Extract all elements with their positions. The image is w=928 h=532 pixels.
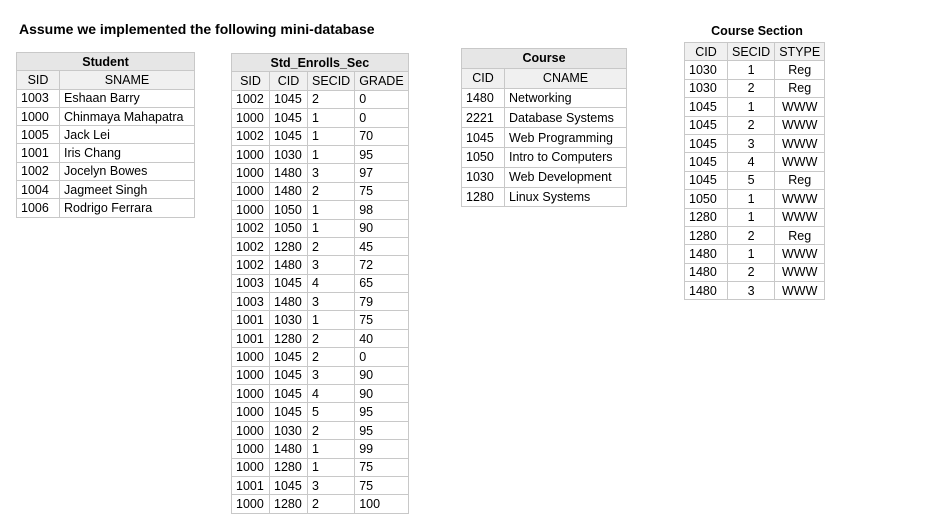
table-row [17, 181, 195, 199]
sname-cell: Iris Chang [60, 144, 195, 162]
stype-cell: WWW [775, 116, 825, 134]
secid-cell: 4 [728, 153, 775, 171]
table-row [17, 199, 195, 217]
sname-cell: Jack Lei [60, 126, 195, 144]
table-row [232, 348, 409, 366]
cid-cell: 1480 [270, 164, 308, 182]
stype-cell: WWW [775, 153, 825, 171]
cid-cell: 1480 [685, 263, 728, 281]
stype-cell: WWW [775, 263, 825, 281]
secid-cell: 3 [308, 164, 355, 182]
secid-cell: 1 [308, 219, 355, 237]
table-row [232, 311, 409, 329]
column-header: CID [462, 68, 505, 88]
cid-cell: 2221 [462, 108, 505, 128]
cid-cell: 1030 [462, 167, 505, 187]
secid-cell: 2 [308, 348, 355, 366]
grade-cell: 0 [355, 348, 408, 366]
stype-cell: WWW [775, 98, 825, 116]
table-row [232, 421, 409, 439]
secid-cell: 3 [728, 282, 775, 300]
enrolls-table [231, 53, 409, 514]
table-row [232, 182, 409, 200]
cid-cell: 1280 [462, 187, 505, 207]
grade-cell: 95 [355, 403, 408, 421]
enrolls-header-row [232, 72, 409, 90]
cid-cell: 1030 [685, 79, 728, 97]
course-table [461, 48, 627, 207]
secid-cell: 1 [308, 201, 355, 219]
table-row [685, 263, 825, 281]
section-table-title: Course Section [711, 24, 803, 38]
cid-cell: 1045 [270, 348, 308, 366]
cid-cell: 1030 [685, 61, 728, 79]
secid-cell: 1 [308, 458, 355, 476]
column-header: GRADE [355, 72, 408, 90]
secid-cell: 2 [308, 90, 355, 108]
sid-cell: 1002 [232, 237, 270, 255]
secid-cell: 2 [308, 182, 355, 200]
secid-cell: 2 [308, 495, 355, 513]
cid-cell: 1280 [270, 237, 308, 255]
column-header: SECID [728, 43, 775, 61]
table-row [17, 126, 195, 144]
cid-cell: 1045 [270, 385, 308, 403]
course-table-title: Course [462, 49, 627, 69]
sid-cell: 1000 [232, 366, 270, 384]
grade-cell: 72 [355, 256, 408, 274]
cid-cell: 1045 [270, 476, 308, 494]
table-row [685, 61, 825, 79]
secid-cell: 2 [728, 116, 775, 134]
cid-cell: 1045 [685, 98, 728, 116]
table-row [685, 98, 825, 116]
table-row [17, 162, 195, 180]
sname-cell: Eshaan Barry [60, 89, 195, 107]
cname-cell: Web Programming [505, 128, 627, 148]
cid-cell: 1045 [270, 274, 308, 292]
stype-cell: Reg [775, 226, 825, 244]
secid-cell: 1 [308, 311, 355, 329]
student-header-row [17, 71, 195, 89]
student-table [16, 52, 195, 218]
stype-cell: WWW [775, 245, 825, 263]
cid-cell: 1480 [270, 440, 308, 458]
table-row [232, 201, 409, 219]
grade-cell: 75 [355, 311, 408, 329]
cid-cell: 1045 [685, 116, 728, 134]
section-header-row [685, 43, 825, 61]
grade-cell: 70 [355, 127, 408, 145]
sid-cell: 1000 [232, 421, 270, 439]
sid-cell: 1000 [232, 440, 270, 458]
sid-cell: 1001 [17, 144, 60, 162]
grade-cell: 90 [355, 385, 408, 403]
cid-cell: 1030 [270, 311, 308, 329]
table-row [232, 329, 409, 347]
table-row [685, 208, 825, 226]
cid-cell: 1045 [270, 127, 308, 145]
table-row [685, 226, 825, 244]
grade-cell: 97 [355, 164, 408, 182]
cid-cell: 1050 [270, 219, 308, 237]
cid-cell: 1045 [685, 134, 728, 152]
secid-cell: 1 [308, 440, 355, 458]
secid-cell: 2 [728, 79, 775, 97]
secid-cell: 1 [728, 190, 775, 208]
cid-cell: 1045 [270, 90, 308, 108]
grade-cell: 90 [355, 219, 408, 237]
secid-cell: 2 [308, 237, 355, 255]
sid-cell: 1000 [232, 164, 270, 182]
secid-cell: 1 [728, 61, 775, 79]
table-row [17, 144, 195, 162]
sid-cell: 1000 [232, 201, 270, 219]
table-row [232, 293, 409, 311]
cid-cell: 1045 [685, 153, 728, 171]
column-header: CID [270, 72, 308, 90]
stype-cell: Reg [775, 171, 825, 189]
sid-cell: 1000 [17, 107, 60, 125]
secid-cell: 3 [308, 366, 355, 384]
stype-cell: WWW [775, 282, 825, 300]
table-row [232, 458, 409, 476]
secid-cell: 3 [308, 256, 355, 274]
table-row [685, 79, 825, 97]
cid-cell: 1480 [270, 293, 308, 311]
cid-cell: 1030 [270, 421, 308, 439]
sname-cell: Rodrigo Ferrara [60, 199, 195, 217]
column-header: CNAME [505, 68, 627, 88]
grade-cell: 0 [355, 109, 408, 127]
sid-cell: 1001 [232, 476, 270, 494]
secid-cell: 2 [728, 263, 775, 281]
grade-cell: 95 [355, 145, 408, 163]
cid-cell: 1030 [270, 145, 308, 163]
secid-cell: 1 [728, 208, 775, 226]
sid-cell: 1000 [232, 385, 270, 403]
table-row [17, 107, 195, 125]
grade-cell: 75 [355, 458, 408, 476]
table-row [232, 274, 409, 292]
cid-cell: 1280 [270, 458, 308, 476]
grade-cell: 75 [355, 182, 408, 200]
table-row [685, 190, 825, 208]
table-row [462, 108, 627, 128]
sid-cell: 1002 [232, 256, 270, 274]
cid-cell: 1480 [462, 88, 505, 108]
secid-cell: 1 [728, 98, 775, 116]
table-row [232, 127, 409, 145]
secid-cell: 3 [728, 134, 775, 152]
table-row [462, 147, 627, 167]
table-row [685, 116, 825, 134]
cname-cell: Networking [505, 88, 627, 108]
secid-cell: 1 [308, 127, 355, 145]
stype-cell: WWW [775, 208, 825, 226]
stype-cell: Reg [775, 79, 825, 97]
cid-cell: 1045 [685, 171, 728, 189]
table-row [462, 88, 627, 108]
column-header: SECID [308, 72, 355, 90]
table-row [232, 219, 409, 237]
sid-cell: 1006 [17, 199, 60, 217]
secid-cell: 1 [728, 245, 775, 263]
column-header: CID [685, 43, 728, 61]
sid-cell: 1001 [232, 329, 270, 347]
cname-cell: Web Development [505, 167, 627, 187]
grade-cell: 0 [355, 90, 408, 108]
table-row [232, 237, 409, 255]
sid-cell: 1002 [232, 219, 270, 237]
grade-cell: 90 [355, 366, 408, 384]
sname-cell: Chinmaya Mahapatra [60, 107, 195, 125]
table-row [232, 495, 409, 513]
sid-cell: 1002 [232, 127, 270, 145]
cid-cell: 1280 [685, 208, 728, 226]
cid-cell: 1280 [270, 329, 308, 347]
grade-cell: 79 [355, 293, 408, 311]
table-row [462, 167, 627, 187]
sid-cell: 1003 [232, 293, 270, 311]
table-row [462, 187, 627, 207]
sid-cell: 1000 [232, 403, 270, 421]
secid-cell: 5 [728, 171, 775, 189]
grade-cell: 100 [355, 495, 408, 513]
sid-cell: 1000 [232, 145, 270, 163]
secid-cell: 4 [308, 385, 355, 403]
table-row [685, 171, 825, 189]
grade-cell: 65 [355, 274, 408, 292]
cname-cell: Database Systems [505, 108, 627, 128]
table-row [232, 109, 409, 127]
grade-cell: 75 [355, 476, 408, 494]
table-row [232, 145, 409, 163]
sname-cell: Jagmeet Singh [60, 181, 195, 199]
secid-cell: 3 [308, 293, 355, 311]
sname-cell: Jocelyn Bowes [60, 162, 195, 180]
cid-cell: 1050 [685, 190, 728, 208]
table-row [685, 153, 825, 171]
course-header-row [462, 68, 627, 88]
sid-cell: 1000 [232, 109, 270, 127]
student-table-title: Student [17, 53, 195, 71]
cid-cell: 1050 [270, 201, 308, 219]
table-row [17, 89, 195, 107]
table-row [685, 282, 825, 300]
table-row [232, 164, 409, 182]
table-row [685, 134, 825, 152]
cid-cell: 1480 [270, 256, 308, 274]
cid-cell: 1480 [685, 282, 728, 300]
cid-cell: 1280 [685, 226, 728, 244]
sid-cell: 1000 [232, 495, 270, 513]
column-header: STYPE [775, 43, 825, 61]
stype-cell: WWW [775, 134, 825, 152]
section-table [684, 42, 825, 300]
secid-cell: 1 [308, 145, 355, 163]
column-header: SID [17, 71, 60, 89]
secid-cell: 5 [308, 403, 355, 421]
sid-cell: 1001 [232, 311, 270, 329]
secid-cell: 4 [308, 274, 355, 292]
sid-cell: 1002 [232, 90, 270, 108]
sid-cell: 1005 [17, 126, 60, 144]
table-row [232, 385, 409, 403]
table-row [685, 245, 825, 263]
sid-cell: 1000 [232, 458, 270, 476]
table-row [232, 440, 409, 458]
table-row [232, 90, 409, 108]
page-heading: Assume we implemented the following mini-database [19, 21, 375, 37]
table-row [462, 128, 627, 148]
grade-cell: 98 [355, 201, 408, 219]
cid-cell: 1045 [270, 109, 308, 127]
cname-cell: Intro to Computers [505, 147, 627, 167]
grade-cell: 95 [355, 421, 408, 439]
cid-cell: 1045 [270, 403, 308, 421]
secid-cell: 1 [308, 109, 355, 127]
cid-cell: 1045 [462, 128, 505, 148]
grade-cell: 99 [355, 440, 408, 458]
secid-cell: 3 [308, 476, 355, 494]
grade-cell: 45 [355, 237, 408, 255]
sid-cell: 1000 [232, 348, 270, 366]
cid-cell: 1280 [270, 495, 308, 513]
secid-cell: 2 [308, 329, 355, 347]
table-row [232, 256, 409, 274]
sid-cell: 1003 [17, 89, 60, 107]
table-row [232, 403, 409, 421]
column-header: SID [232, 72, 270, 90]
enrolls-table-title: Std_Enrolls_Sec [232, 54, 409, 72]
stype-cell: WWW [775, 190, 825, 208]
column-header: SNAME [60, 71, 195, 89]
table-row [232, 476, 409, 494]
cid-cell: 1480 [270, 182, 308, 200]
sid-cell: 1003 [232, 274, 270, 292]
cid-cell: 1480 [685, 245, 728, 263]
cname-cell: Linux Systems [505, 187, 627, 207]
sid-cell: 1004 [17, 181, 60, 199]
cid-cell: 1050 [462, 147, 505, 167]
table-row [232, 366, 409, 384]
grade-cell: 40 [355, 329, 408, 347]
cid-cell: 1045 [270, 366, 308, 384]
sid-cell: 1000 [232, 182, 270, 200]
sid-cell: 1002 [17, 162, 60, 180]
secid-cell: 2 [308, 421, 355, 439]
stype-cell: Reg [775, 61, 825, 79]
secid-cell: 2 [728, 226, 775, 244]
